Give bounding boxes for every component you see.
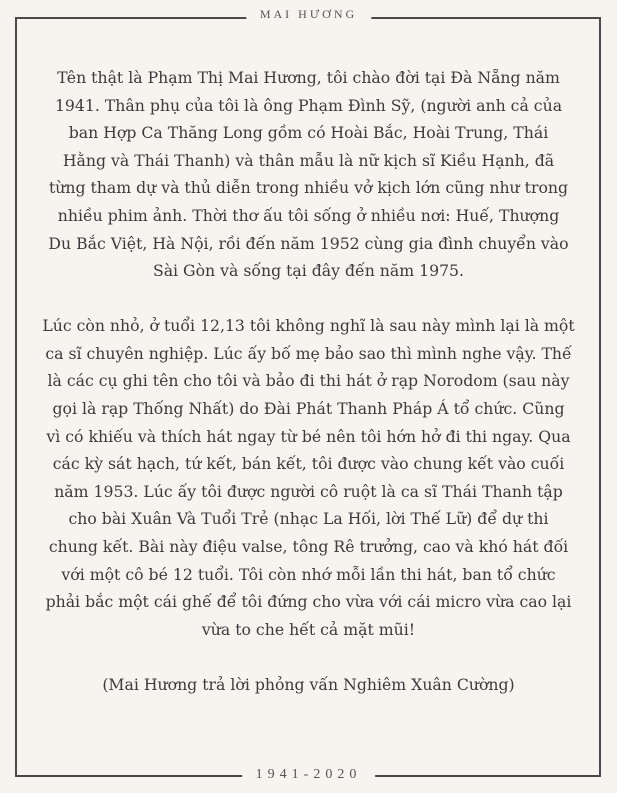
text-line: vừa to che hết cả mặt mũi! xyxy=(201,619,416,639)
text-line: Hằng và Thái Thanh) và thân mẫu là nữ kịch sĩ Kiều Hạnh, đã xyxy=(62,150,555,170)
text-line: là các cụ ghi tên cho tôi và bảo đi thi hát ở rạp Norodom (sau này xyxy=(47,371,570,391)
page-title: MAI HƯƠNG xyxy=(246,7,371,22)
attribution: (Mai Hương trả lời phỏng vấn Nghiêm Xuân Cường) xyxy=(102,674,515,694)
text-line: Sài Gòn và sống tại đây đến năm 1975. xyxy=(152,261,465,281)
paragraph-spacer xyxy=(22,643,595,671)
text-line: Du Bắc Việt, Hà Nội, rồi đến năm 1952 cùng gia đình chuyển vào xyxy=(48,233,569,253)
footer-years: 1941-2020 xyxy=(242,767,376,783)
text-line: ban Hợp Ca Thăng Long gồm có Hoài Bắc, Hoài Trung, Thái xyxy=(68,123,549,143)
paragraph-2 xyxy=(22,312,595,643)
text-line: với một cô bé 12 tuổi. Tôi còn nhớ mỗi lần thi hát, ban tổ chức xyxy=(61,564,556,584)
text-line: chung kết. Bài này điệu valse, tông Rê trưởng, cao và khó hát đối xyxy=(48,537,569,556)
text-line: năm 1953. Lúc ấy tôi được người cô ruột là ca sĩ Thái Thanh tập xyxy=(54,481,563,501)
paragraph-1 xyxy=(22,64,595,285)
text-line: từng tham dự và thủ diễn trong nhiều vở kịch lớn cũng như trong xyxy=(48,178,569,198)
text-line: các kỳ sát hạch, tứ kết, bán kết, tôi được vào chung kết vào cuối xyxy=(52,454,565,474)
text-line: nhiều phim ảnh. Thời thơ ấu tôi sống ở nhiều nơi: Huế, Thượng xyxy=(57,205,560,225)
article-body xyxy=(22,64,595,698)
text-line: Lúc còn nhỏ, ở tuổi 12,13 tôi không nghĩ là sau này mình lại là một xyxy=(42,316,575,336)
text-line: cho bài Xuân Và Tuổi Trẻ (nhạc La Hối, lời Thế Lữ) để dự thi xyxy=(68,509,549,529)
text-line: phải bắc một cái ghế để tôi đứng cho vừa với cái micro vừa cao lại xyxy=(45,592,572,612)
text-line: 1941. Thân phụ của tôi là ông Phạm Đình Sỹ, (người anh cả của xyxy=(54,95,563,115)
text-line: ca sĩ chuyên nghiệp. Lúc ấy bố mẹ bảo sao thì mình nghe vậy. Thế xyxy=(45,343,572,363)
text-line: Tên thật là Phạm Thị Mai Hương, tôi chào đời tại Đà Nẵng năm xyxy=(57,68,560,87)
text-line: gọi là rạp Thống Nhất) do Đài Phát Thanh Pháp Á tổ chức. Cũng xyxy=(52,399,565,419)
paragraph-spacer xyxy=(22,285,595,313)
text-line: vì có khiếu và thích hát ngay từ bé nên tôi hớn hở đi thi ngay. Qua xyxy=(46,426,571,446)
